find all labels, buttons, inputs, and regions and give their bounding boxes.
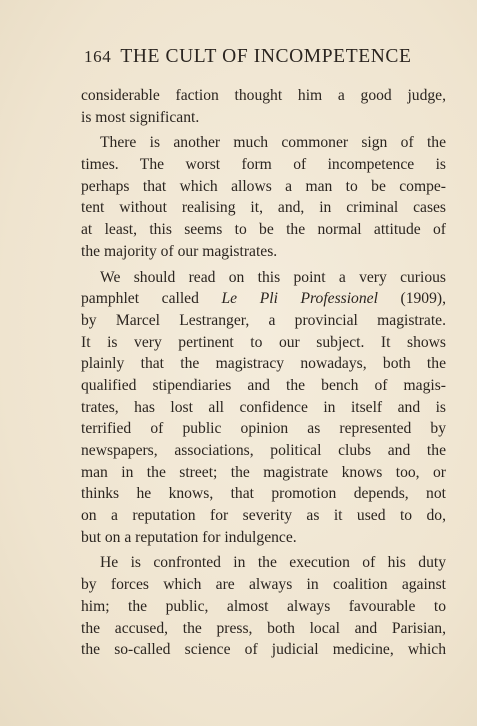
- running-head: [84, 46, 446, 72]
- text-line: the so-called science of judicial medicine, which: [81, 641, 446, 659]
- text-line: the accused, the press, both local and Parisian,: [81, 619, 446, 637]
- page-number: 164: [84, 47, 112, 66]
- text-line: at least, this seems to be the normal attitude of: [81, 221, 446, 239]
- text-line: but on a reputation for indulgence.: [81, 528, 297, 546]
- text-line: plainly that the magistracy nowadays, both the: [81, 355, 446, 373]
- text-line: by Marcel Lestranger, a provincial magistrate.: [81, 311, 446, 329]
- text-line: perhaps that which allows a man to be compe-: [81, 177, 446, 195]
- text-line: man in the street; the magistrate knows too, or: [81, 463, 446, 481]
- text-line: him; the public, almost always favourable to: [81, 597, 446, 615]
- text-line: the majority of our magistrates.: [81, 242, 278, 260]
- text-line: tent without realising it, and, in criminal cases: [81, 199, 446, 217]
- running-title: THE CULT OF INCOMPETENCE: [120, 46, 412, 67]
- text-line: considerable faction thought him a good judge,: [81, 87, 446, 104]
- text-fragment: pamphlet called: [81, 290, 222, 308]
- text-line: terrified of public opinion as represented by: [81, 420, 446, 438]
- text-line: trates, has lost all confidence in itself and is: [81, 398, 446, 416]
- text-line: times. The worst form of incompetence is: [81, 156, 446, 174]
- text-line: There is another much commoner sign of the: [100, 134, 446, 152]
- text-line: is most significant.: [81, 108, 200, 126]
- text-fragment: (1909),: [377, 290, 446, 308]
- text-line: It is very pertinent to our subject. It shows: [81, 333, 446, 351]
- text-line: We should read on this point a very curious: [100, 268, 446, 286]
- text-line: newspapers, associations, political clubs and the: [81, 442, 446, 459]
- text-line: He is confronted in the execution of his duty: [100, 554, 446, 572]
- text-line: on a reputation for severity as it used to do,: [81, 507, 446, 525]
- text-line: qualified stipendiaries and the bench of magis-: [81, 376, 446, 394]
- text-line: thinks he knows, that promotion depends, not: [81, 485, 446, 503]
- pamphlet-title: Le Pli Professionel: [221, 290, 378, 308]
- text-line: by forces which are always in coalition against: [81, 576, 446, 594]
- body-text: [81, 85, 446, 661]
- text-line-with-title: [81, 288, 446, 310]
